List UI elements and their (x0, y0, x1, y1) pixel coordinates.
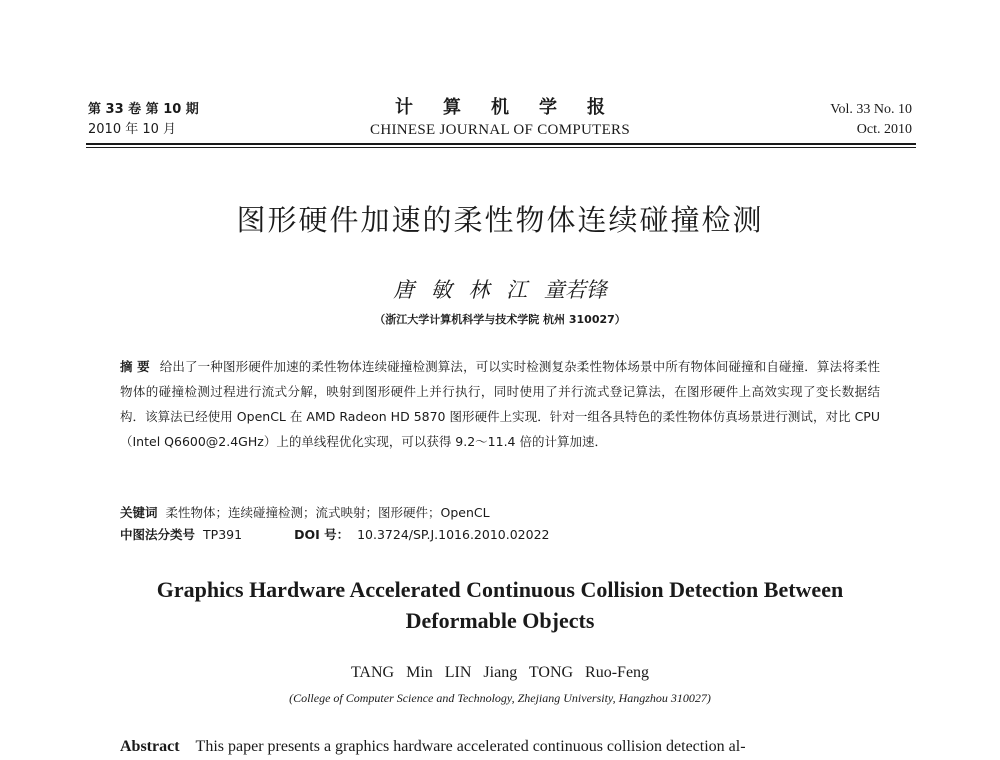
affiliation-cn: （浙江大学计算机科学与技术学院 杭州 310027） (374, 313, 626, 326)
journal-name-cn: 计算机学报 (395, 97, 635, 118)
doi-value: 10.3724/SP.J.1016.2010.02022 (357, 527, 550, 542)
abstract-en (120, 738, 890, 756)
abstract-label-en: Abstract (120, 738, 180, 755)
abstract-label-cn: 摘 要 (120, 359, 150, 374)
keywords-cn (120, 502, 490, 524)
authors-en: TANG Min LIN Jiang TONG Ruo-Feng (350, 664, 650, 681)
abstract-text-cn: 给出了一种图形硬件加速的柔性物体连续碰撞检测算法，可以实时检测复杂柔性物体场景中所有物体间碰撞和自碰撞．算法将柔性物体的碰撞检测过程进行流式分解，映射到图形硬件上并行执行，同时使用了并行流式登记算法，在图形硬件上高效实现了变长数据结构．该算法已经使用 OpenCL 在 AMD Radeon HD 5870 图形硬件上实现．针对一组各具特色的柔性物体仿真场景进行测试，对比 CPU（Intel Q6600@2.4GHz）上的单线程优化实现，可以获得 9.2～11.4 倍的计算加速． (120, 359, 880, 449)
issue-date-cn: 2010 年 10 月 (88, 122, 177, 137)
issue-date-en: Oct. 2010 (856, 122, 912, 137)
paper-title-en-line2: Deformable Objects (405, 608, 595, 633)
paper-title-en (0, 574, 1000, 636)
clc-value: TP391 (203, 527, 243, 542)
issue-number-cn: 第 33 卷 第 10 期 (88, 102, 199, 117)
header-rule-thin (86, 147, 916, 148)
classification-line (120, 524, 549, 546)
keywords-text-cn: 柔性物体；连续碰撞检测；流式映射；图形硬件；OpenCL (165, 505, 490, 520)
volume-number-en: Vol. 33 No. 10 (830, 102, 912, 117)
clc-label: 中图法分类号 (120, 527, 196, 542)
abstract-cn (120, 354, 880, 454)
keywords-label-cn: 关键词 (120, 505, 158, 520)
abstract-text-en: This paper presents a graphics hardware accelerated continuous collision detection al- (195, 738, 746, 755)
journal-masthead (300, 96, 700, 140)
authors-cn: 唐 敏 林 江 童若锋 (393, 278, 607, 302)
journal-name-en: CHINESE JOURNAL OF COMPUTERS (370, 122, 630, 138)
doi-label: DOI 号： (294, 527, 350, 542)
issue-info-cn (88, 100, 199, 140)
paper-title-en-line1: Graphics Hardware Accelerated Continuous Collision Detection Between (156, 577, 844, 602)
header-rule-thick (86, 143, 916, 145)
affiliation-en: (College of Computer Science and Technology, Zhejiang University, Hangzhou 310027) (289, 691, 711, 705)
issue-info-en (830, 100, 912, 140)
paper-title-cn: 图形硬件加速的柔性物体连续碰撞检测 (236, 203, 764, 237)
